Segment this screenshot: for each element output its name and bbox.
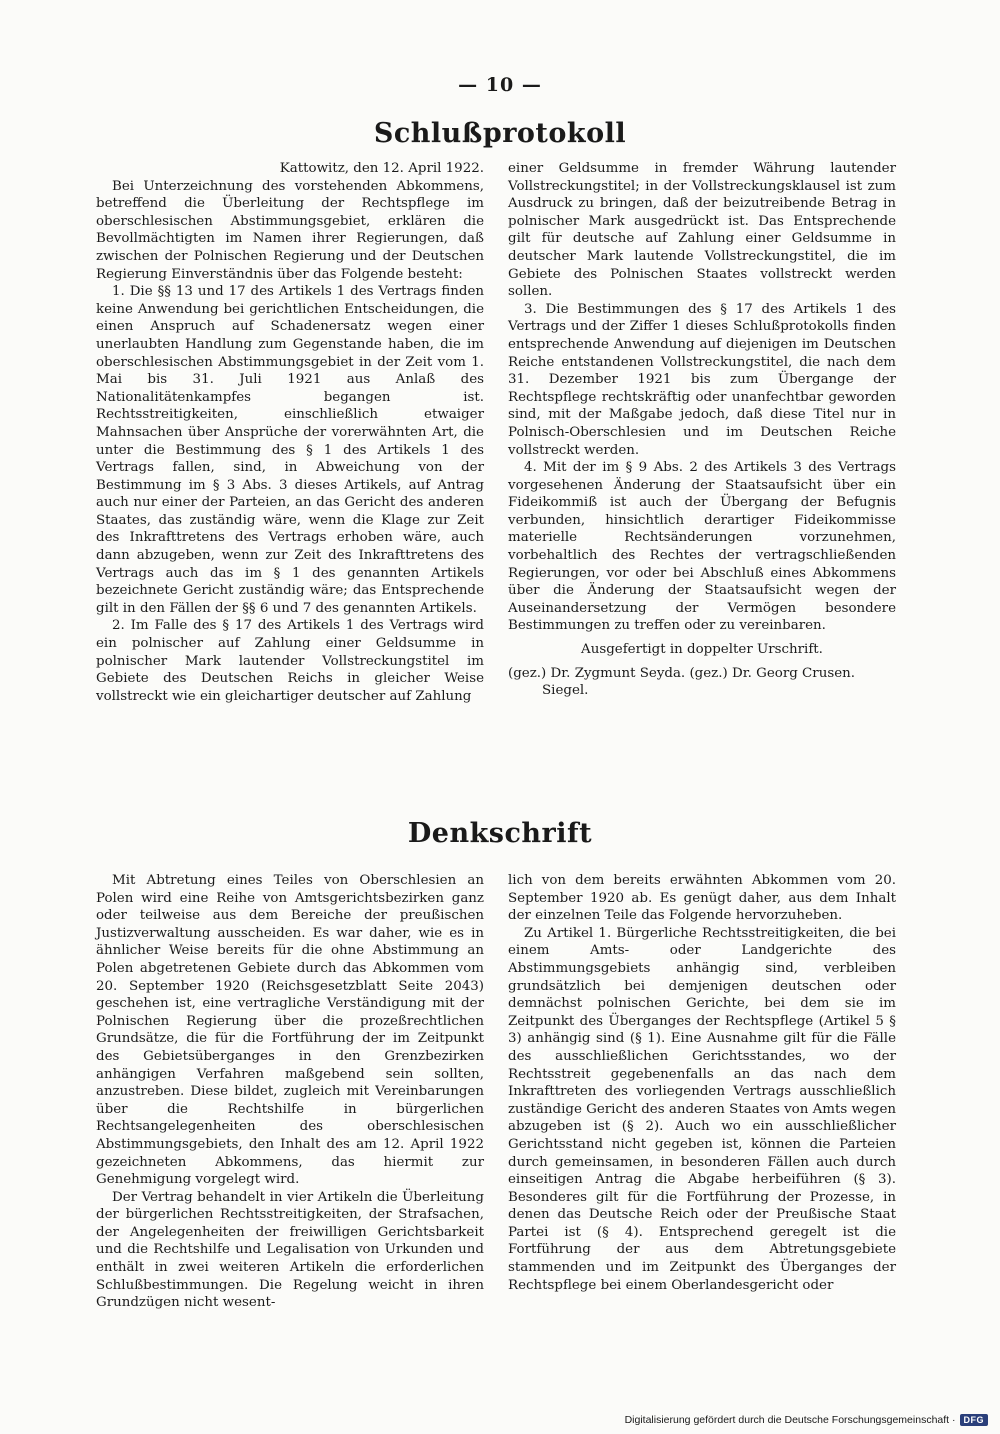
paragraph: 4. Mit der im § 9 Abs. 2 des Artikels 3 des Vertrags vorgesehenen Änderung der Staatsaufsicht über ein Fideikommiß ist auch der Übergang der Befugnis verbunden, hinsichtlich derartiger Fideikommisse materielle Rechtsänderungen vorzunehmen, vorbehaltlich des Rechtes der vertragschließenden Regierungen, vor oder bei Abschluß eines Abkommens über die Änderung der Staatsaufsicht wegen der Auseinandersetzung der Vermögen besondere Bestimmungen zu treffen oder zu vereinbaren.: [508, 460, 896, 634]
denkschrift-title: Denkschrift: [407, 818, 593, 849]
paragraph: 2. Im Falle des § 17 des Artikels 1 des Vertrags wird ein polnischer auf Zahlung einer Geldsumme in polnischer Mark lautender Vollstreckungstitel im Gebiete des Deutschen Reichs in gleicher Weise vollstreckt wie ein gleichartiger deutscher auf Zahlung: [96, 618, 484, 704]
date-line: Kattowitz, den 12. April 1922.: [279, 161, 484, 176]
denkschrift-left-column: [96, 872, 484, 1312]
paragraph: 3. Die Bestimmungen des § 17 des Artikels 1 des Vertrags und der Ziffer 1 dieses Schlußprotokolls finden entsprechende Anwendung auf diejenigen im Deutschen Reiche entstandenen Vollstreckungstitel, die nach dem 31. Dezember 1921 bis zum Übergange der Rechtspflege rechtskräftig oder unanfechtbar geworden sind, mit der Maßgabe jedoch, daß diese Titel nur in Polnisch-Oberschlesien und im Deutschen Reiche vollstreckt werden.: [508, 301, 896, 458]
paragraph: Der Vertrag behandelt in vier Artikeln die Überleitung der bürgerlichen Rechtsstreitigkeiten, der Strafsachen, der Angelegenheiten der freiwilligen Gerichtsbarkeit und die Rechtshilfe und Legalisation von Urkunden und enthält in zwei weiteren Artikeln die erforderlichen Schlußbestimmungen. Die Regelung weicht in ihren Grundzügen nicht wesent-: [96, 1189, 484, 1311]
schlussprotokoll-right-column: [508, 160, 896, 700]
paragraph: Bei Unterzeichnung des vorstehenden Abkommens, betreffend die Überleitung der Rechtspflege im oberschlesischen Abstimmungsgebiet, erklären die Bevollmächtigten im Namen ihrer Regierungen, daß zwischen der Polnischen Regierung und der Deutschen Regierung Einverständnis über das Folgende besteht:: [96, 178, 484, 282]
footer-text: Digitalisierung gefördert durch die Deutsche Forschungsgemeinschaft ·: [624, 1414, 956, 1426]
paragraph: Mit Abtretung eines Teiles von Oberschlesien an Polen wird eine Reihe von Amtsgerichtsbezirken ganz oder teilweise aus dem Bereiche der preußischen Justizverwaltung ausscheiden. Es war daher, wie es in ähnlicher Weise bereits für die ohne Abstimmung an Polen abgetretenen Gebiete durch das Abkommen vom 20. September 1920 (Reichsgesetzblatt Seite 2043) geschehen ist, eine vertragliche Verständigung mit der Polnischen Regierung über die prozeßrechtlichen Grundsätze, die für die Fortführung der im Zeitpunkt des Gebietsüberganges in den Grenzbezirken anhängigen Verfahren maßgebend sein sollten, anzustreben. Diese bildet, zugleich mit Vereinbarungen über die Rechtshilfe in bürgerlichen Rechtsangelegenheiten des oberschlesischen Abstimmungsgebiets, den Inhalt des am 12. April 1922 gezeichneten Abkommens, das hiermit zur Genehmigung vorgelegt wird.: [96, 873, 484, 1188]
paragraph: lich von dem bereits erwähnten Abkommen vom 20. September 1920 ab. Es genügt daher, aus dem Inhalt der einzelnen Teile das Folgende hervorzuheben.: [508, 873, 896, 924]
schlussprotokoll-left-column: [96, 160, 484, 705]
dfg-logo: DFG: [960, 1414, 989, 1426]
ausgefertigt-line: Ausgefertigt in doppelter Urschrift.: [581, 642, 823, 658]
schlussprotokoll-title: Schlußprotokoll: [373, 118, 627, 149]
paragraph: 1. Die §§ 13 und 17 des Artikels 1 des Vertrags finden keine Anwendung bei gerichtlichen Entscheidungen, die einen Anspruch auf Schadenersatz wegen einer unerlaubten Handlung zum Gegenstande haben, die im oberschlesischen Abstimmungsgebiet in der Zeit vom 1. Mai bis 31. Juli 1921 aus Anlaß des Nationalitätenkampfes begangen ist. Rechtsstreitigkeiten, einschließlich etwaiger Mahnsachen über Ansprüche der vorerwähnten Art, die unter die Bestimmung des § 1 des Artikels 1 des Vertrags fallen, sind, in Abweichung von der Bestimmung im § 3 Abs. 3 dieses Artikels, auf Antrag auch nur einer der Parteien, an das Gericht des anderen Staates, das zuständig wäre, wenn die Klage zur Zeit des Inkrafttretens des Vertrags erhoben wäre, auch dann abzugeben, wenn zur Zeit des Inkrafttretens des Vertrags auch das im § 1 des genannten Artikels bezeichnete Gericht zuständig wäre; das Entsprechende gilt in den Fällen der §§ 6 und 7 des genannten Artikels.: [96, 284, 484, 616]
signature-line: (gez.) Dr. Zygmunt Seyda. (gez.) Dr. Georg Crusen.: [508, 665, 855, 681]
paragraph: Zu Artikel 1. Bürgerliche Rechtsstreitigkeiten, die bei einem Amts- oder Landgerichte des Abstimmungsgebiets anhängig sind, verbleiben grundsätzlich bei demjenigen deutschen oder demnächst polnischen Gerichte, bei dem sie im Zeitpunkt des Überganges der Rechtspflege (Artikel 5 § 3) anhängig sind (§ 1). Eine Ausnahme gilt für die Fälle des ausschließlichen Gerichtsstandes, wo der Rechtsstreit gegebenenfalls an das nach dem Inkrafttreten des vorliegenden Vertrags ausschließlich zuständige Gericht des anderen Staates von Amts wegen abzugeben ist (§ 2). Auch wo ein ausschließlicher Gerichtsstand nicht gegeben ist, können die Parteien durch gemeinsamen, in besonderen Fällen auch durch einseitigen Antrag die Abgabe herbeiführen (§ 3). Besonderes gilt für die Fortführung der Prozesse, in denen das Deutsche Reich oder der Preußische Staat Partei ist (§ 4). Entsprechend geregelt ist die Fortführung der aus dem Abtretungsgebiete stammenden und im Zeitpunkt des Überganges der Rechtspflege bei einem Oberlandesgericht oder: [508, 925, 896, 1293]
page-number: — 10 —: [458, 74, 542, 96]
seal-line: Siegel.: [542, 683, 589, 699]
paragraph: einer Geldsumme in fremder Währung lautender Vollstreckungstitel; in der Vollstreckungsklausel ist zum Ausdruck zu bringen, daß der beizutreibende Betrag in polnischer Mark ausgedrückt ist. Das Entsprechende gilt für deutsche auf Zahlung einer Geldsumme in deutscher Mark lautende Vollstreckungstitel, die im Gebiete des Polnischen Staates vollstreckt werden sollen.: [508, 161, 896, 300]
footer: [625, 1414, 988, 1426]
denkschrift-right-column: [508, 872, 896, 1294]
